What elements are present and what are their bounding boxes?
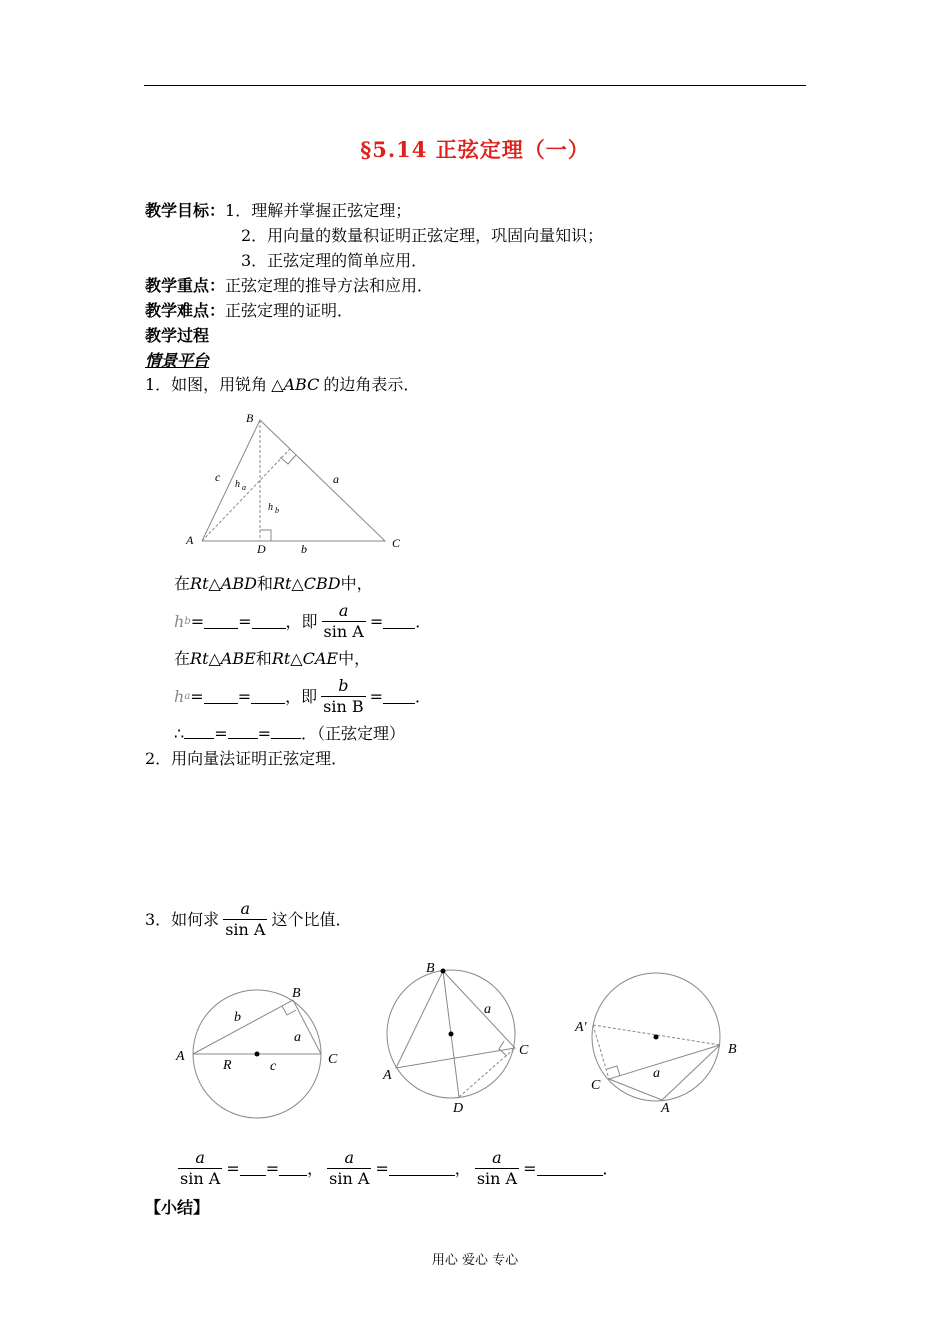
circle-figure-acute bbox=[375, 952, 545, 1122]
difficulty-text: 正弦定理的证明． bbox=[225, 301, 354, 320]
label-D: D bbox=[257, 542, 266, 556]
answer-blank[interactable] bbox=[204, 689, 238, 704]
page-title: §5.14 正弦定理（一） bbox=[360, 137, 590, 162]
equals-sign: = bbox=[226, 1158, 240, 1178]
text-and: 和 bbox=[255, 649, 272, 668]
fraction-b-over-sinB bbox=[321, 676, 365, 717]
label-ha-sub: a bbox=[242, 483, 246, 492]
question-2: 2．用向量法证明正弦定理． bbox=[145, 749, 348, 768]
fraction-numerator: a bbox=[344, 1148, 355, 1167]
label-b: b bbox=[234, 1010, 241, 1025]
question-3-suffix: 这个比值． bbox=[271, 909, 352, 929]
right-angle-mark bbox=[282, 1006, 296, 1015]
question-1-suffix: 的边角表示． bbox=[323, 375, 420, 394]
fraction-a-over-sinA bbox=[223, 899, 267, 940]
scenario-heading: 情景平台 bbox=[145, 351, 210, 370]
text-namely: ，即 bbox=[285, 686, 318, 706]
fraction-denominator: sin A bbox=[225, 920, 266, 939]
label-a: a bbox=[333, 472, 339, 486]
label-C: C bbox=[519, 1043, 529, 1058]
question-3 bbox=[145, 899, 351, 940]
triangle-symbol: △ bbox=[271, 375, 284, 394]
fraction-a-over-sinA bbox=[322, 601, 366, 642]
triangle-name: ABC bbox=[283, 375, 320, 394]
answer-blank[interactable] bbox=[279, 1161, 307, 1176]
answer-blank[interactable] bbox=[271, 724, 301, 739]
fraction-a-over-sinA bbox=[178, 1148, 222, 1189]
objective-item: 1．理解并掌握正弦定理； bbox=[225, 201, 412, 220]
rt-triangle-abd: Rt△ABD bbox=[190, 574, 257, 593]
equals-sign: = bbox=[523, 1158, 537, 1178]
label-A-prime: A′ bbox=[575, 1020, 587, 1035]
answer-blank[interactable] bbox=[204, 614, 238, 629]
fraction-denominator: sin A bbox=[476, 1169, 518, 1188]
answer-blank[interactable] bbox=[252, 614, 286, 629]
objective-item: 3．正弦定理的简单应用． bbox=[241, 251, 428, 270]
text-namely: ，即 bbox=[285, 611, 318, 631]
key-points-text: 正弦定理的推导方法和应用． bbox=[225, 276, 434, 295]
equals-sign: = bbox=[369, 611, 384, 631]
summary-heading: 【小结】 bbox=[145, 1198, 210, 1217]
text-mid: 中， bbox=[340, 574, 373, 593]
question-3-prefix: 3．如何求 bbox=[145, 909, 220, 929]
label-D: D bbox=[453, 1101, 464, 1116]
text-in: 在 bbox=[174, 574, 191, 593]
label-B: B bbox=[246, 411, 254, 425]
fraction-a-over-sinA bbox=[327, 1148, 371, 1189]
difficulty-row bbox=[145, 300, 353, 322]
label-hb: h bbox=[268, 502, 273, 513]
symbol-h-sub: a bbox=[184, 690, 191, 702]
step-rt-abe-cae bbox=[174, 648, 370, 670]
right-angle-mark bbox=[607, 1066, 620, 1076]
inscribed-triangle bbox=[396, 971, 515, 1068]
label-C: C bbox=[392, 536, 401, 550]
circle-figure-right bbox=[170, 975, 355, 1125]
right-angle-mark bbox=[499, 1041, 507, 1056]
point-B bbox=[441, 969, 446, 974]
label-B: B bbox=[292, 986, 301, 1001]
label-A: A bbox=[661, 1101, 670, 1116]
fraction-denominator: sin A bbox=[323, 622, 364, 641]
fraction-numerator: a bbox=[338, 601, 349, 620]
answer-blank[interactable] bbox=[240, 1161, 266, 1176]
label-B: B bbox=[728, 1042, 737, 1057]
process-heading: 教学过程 bbox=[145, 326, 210, 345]
altitude-ha bbox=[202, 449, 290, 541]
answer-blank[interactable] bbox=[383, 614, 415, 629]
objectives-row-1 bbox=[145, 200, 411, 222]
answer-blank[interactable] bbox=[228, 724, 258, 739]
equals-sign: = bbox=[214, 724, 228, 743]
center-dot bbox=[255, 1052, 260, 1057]
period: ． bbox=[415, 611, 432, 631]
fraction-denominator: sin A bbox=[329, 1169, 370, 1188]
symbol-h: h bbox=[174, 686, 185, 706]
period: ． bbox=[602, 1158, 619, 1178]
period: ． bbox=[415, 686, 432, 706]
therefore-symbol: ∴ bbox=[174, 724, 185, 743]
comma: ， bbox=[454, 1158, 471, 1178]
fraction-numerator: b bbox=[338, 676, 349, 695]
right-angle-mark-d bbox=[260, 530, 271, 541]
header-rule bbox=[144, 85, 806, 86]
equals-sign: = bbox=[265, 1158, 280, 1178]
page-footer: 用心 爱心 专心 bbox=[431, 1253, 519, 1268]
label-C: C bbox=[328, 1052, 338, 1067]
label-c: c bbox=[270, 1059, 277, 1074]
equals-sign: = bbox=[237, 686, 252, 706]
question-1 bbox=[145, 374, 419, 396]
equals-sign: = bbox=[238, 611, 252, 631]
fraction-numerator: a bbox=[240, 899, 251, 918]
center-dot bbox=[654, 1035, 659, 1040]
segment-a-prime-c bbox=[593, 1025, 609, 1079]
rt-triangle-abe: Rt△ABE bbox=[190, 649, 256, 668]
step-hb bbox=[174, 601, 431, 642]
equals-sign: = bbox=[375, 1158, 389, 1178]
key-points-row bbox=[145, 275, 433, 297]
question-1-prefix: 1．如图，用锐角 bbox=[145, 375, 268, 394]
answer-blank[interactable] bbox=[184, 724, 214, 739]
text-in: 在 bbox=[174, 649, 191, 668]
step-ha bbox=[174, 676, 431, 717]
label-a: a bbox=[653, 1066, 660, 1081]
label-c: c bbox=[215, 470, 221, 484]
label-hb-sub: b bbox=[275, 506, 279, 515]
key-points-label: 教学重点： bbox=[145, 276, 226, 295]
answer-blank[interactable] bbox=[537, 1161, 603, 1176]
objective-item: 2．用向量的数量积证明正弦定理，巩固向量知识； bbox=[241, 226, 604, 245]
label-A: A bbox=[186, 533, 194, 547]
objectives-label: 教学目标： bbox=[145, 201, 226, 220]
label-C: C bbox=[591, 1078, 601, 1093]
equals-sign: = bbox=[257, 724, 271, 743]
triangle-figure bbox=[180, 405, 420, 560]
circle-figure-obtuse bbox=[570, 965, 750, 1125]
answer-blank[interactable] bbox=[251, 689, 285, 704]
fraction-numerator: a bbox=[195, 1148, 205, 1167]
difficulty-label: 教学难点： bbox=[145, 301, 226, 320]
symbol-h: h bbox=[174, 611, 185, 631]
answer-row bbox=[174, 1148, 619, 1189]
step-therefore bbox=[174, 723, 405, 745]
label-b: b bbox=[301, 542, 307, 556]
symbol-h-sub: b bbox=[184, 615, 191, 627]
label-A: A bbox=[176, 1049, 185, 1064]
fraction-denominator: sin A bbox=[180, 1169, 221, 1188]
text-mid: 中， bbox=[338, 649, 371, 668]
step-rt-abd-cbd bbox=[174, 573, 373, 595]
label-ha: h bbox=[235, 479, 240, 490]
rt-triangle-cbd: Rt△CBD bbox=[272, 574, 341, 593]
fraction-numerator: a bbox=[492, 1148, 502, 1167]
center-dot bbox=[449, 1032, 454, 1037]
fraction-a-over-sinA bbox=[475, 1148, 519, 1189]
equals-sign: = bbox=[369, 686, 383, 706]
answer-blank[interactable] bbox=[383, 689, 415, 704]
label-R: R bbox=[223, 1058, 232, 1073]
comma: ， bbox=[307, 1158, 324, 1178]
sine-law-note: ．（正弦定理） bbox=[301, 724, 406, 743]
equals-sign: = bbox=[190, 611, 205, 631]
equals-sign: = bbox=[190, 686, 204, 706]
text-and: 和 bbox=[256, 574, 273, 593]
label-a: a bbox=[294, 1030, 301, 1045]
answer-blank[interactable] bbox=[389, 1161, 455, 1176]
triangle-abc bbox=[202, 420, 385, 541]
inscribed-triangle bbox=[609, 1045, 720, 1100]
label-a: a bbox=[484, 1002, 491, 1017]
fraction-denominator: sin B bbox=[323, 697, 364, 716]
rt-triangle-cae: Rt△CAE bbox=[271, 649, 339, 668]
label-A: A bbox=[383, 1068, 392, 1083]
label-B: B bbox=[426, 961, 435, 976]
